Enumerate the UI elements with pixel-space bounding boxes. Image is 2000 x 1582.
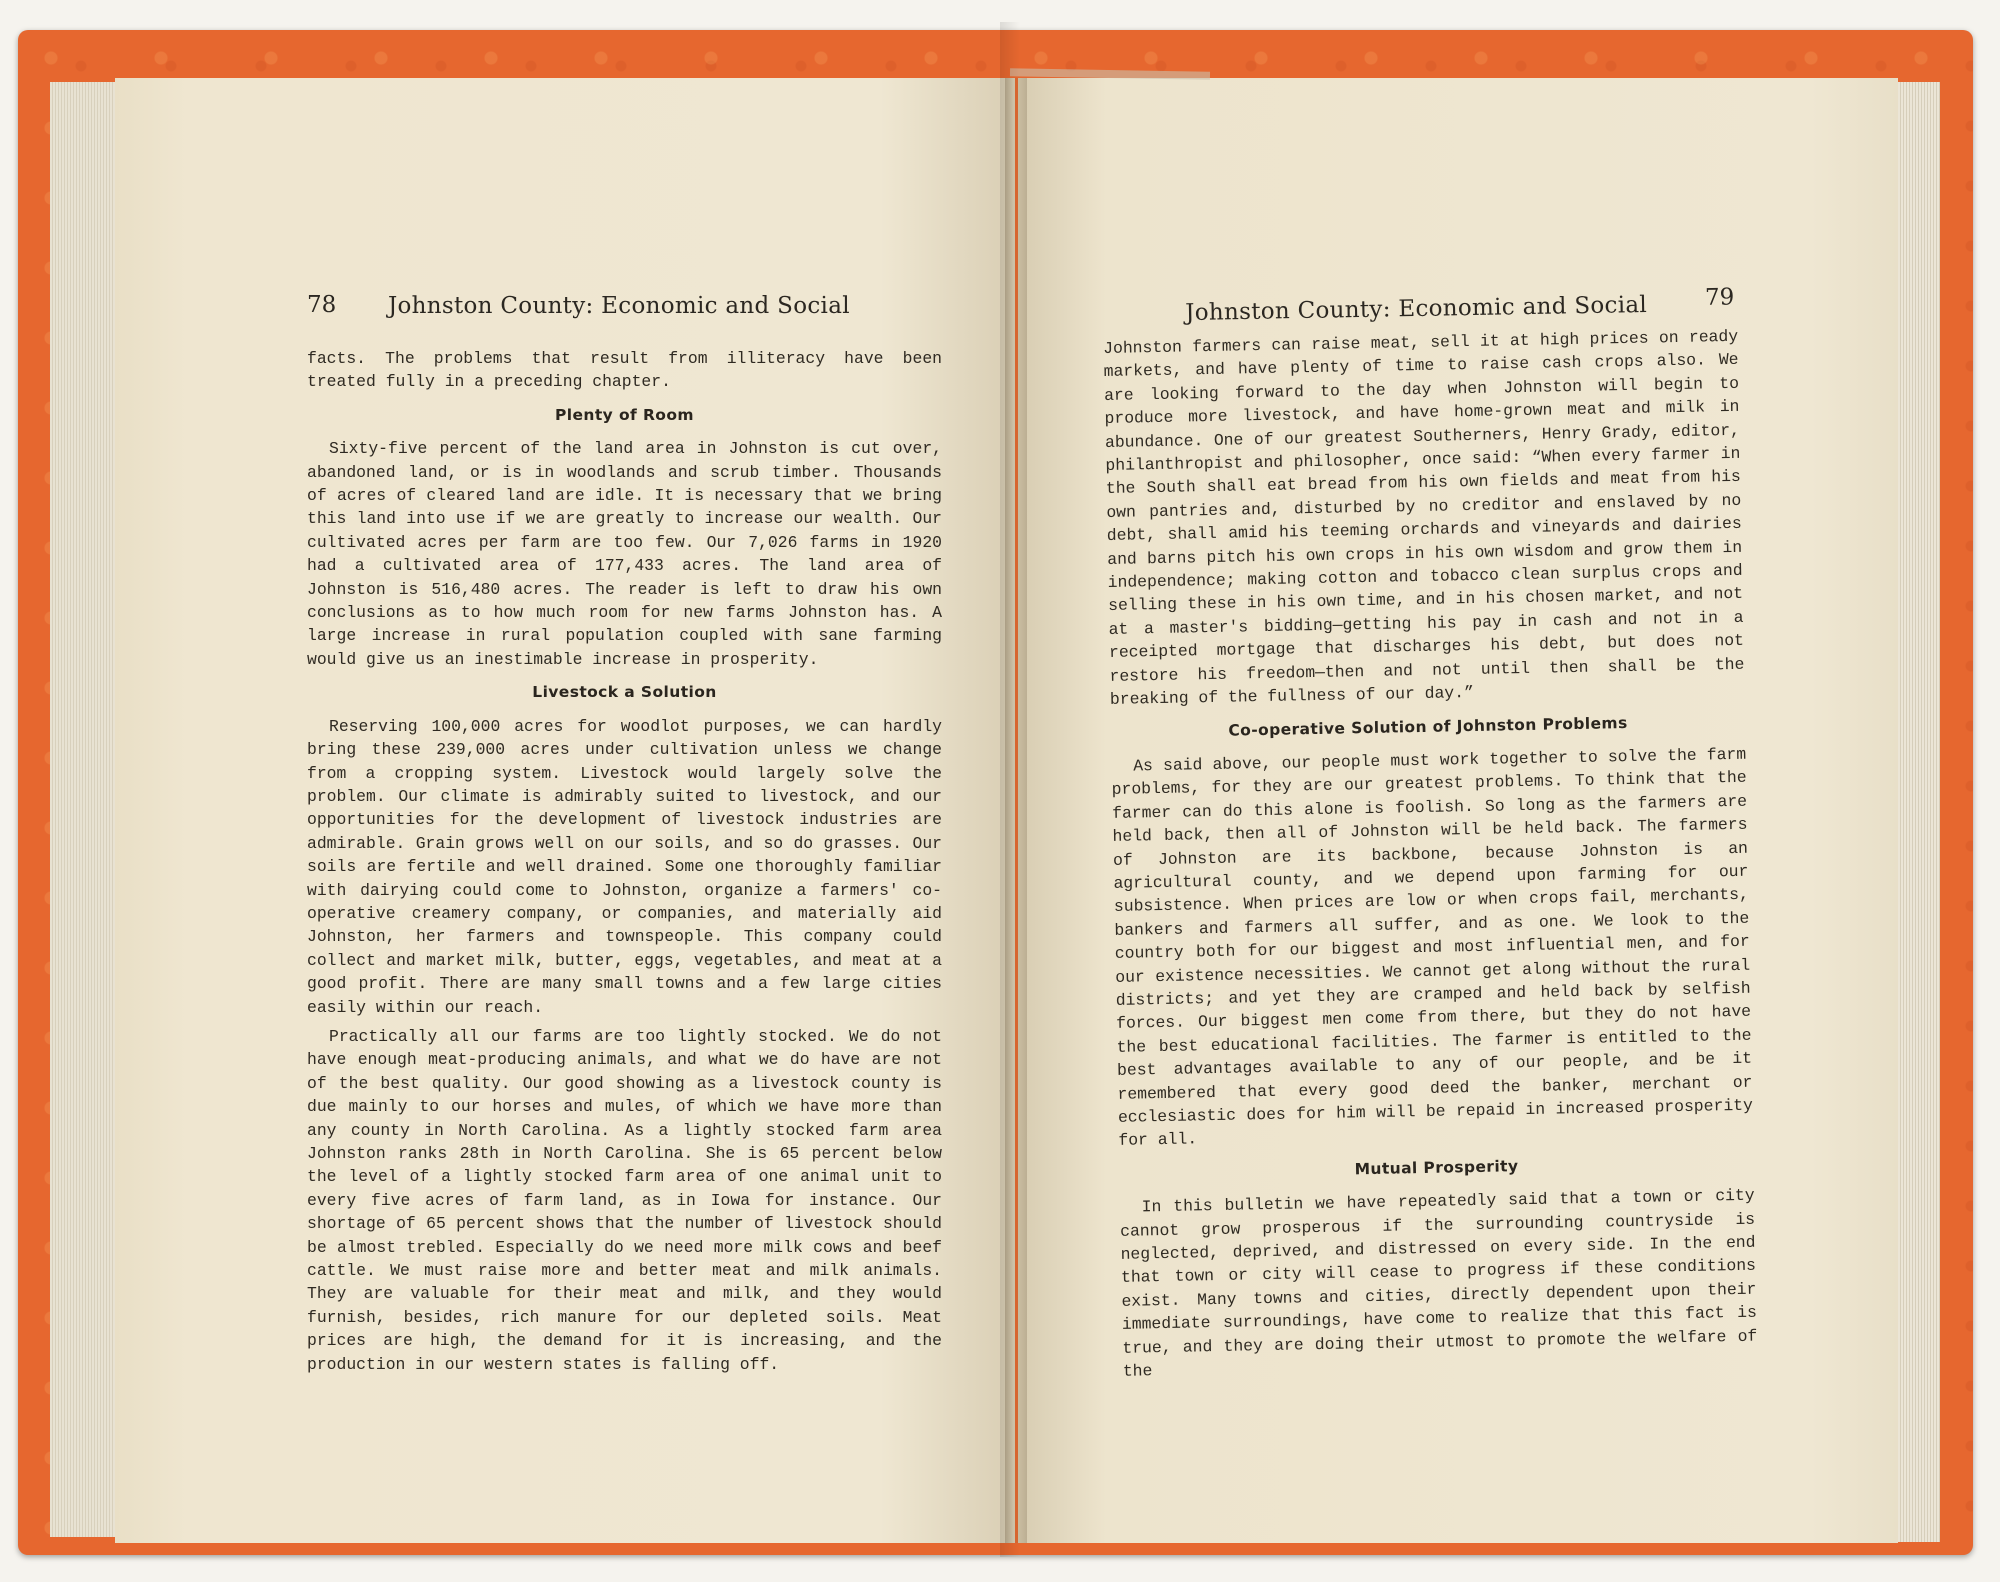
right-opening-paragraph: Johnston farmers can raise meat, sell it at high prices on ready markets, and have plenty of time to raise cash crops also. We are looking forward to the day when Johnston will begin to produce more livestock, and have home-grown meat and milk in abundance. One of our greatest Southerners, Henry Grady, editor, philanthropist and philosopher, once said: “When every farmer in the South shall eat bread from his own fields and meat from his own pantries and, disturbed by no creditor and enslaved by no debt, shall amid his teeming orchards and vineyards and dairies and barns pitch his own crops in his own wisdom and grow them in independence; making cotton and tobacco clean surplus crops and selling these in his own time, and in his chosen market, and not at a master's bidding—getting his pay in cash and not in a receipted mortgage that discharges his debt, but does not restore his freedom—then and not until then shall be the breaking of the fullness of our day.” [1103, 326, 1745, 710]
left-running-head: Johnston County: Economic and Social [388, 293, 850, 319]
section-heading-cooperative: Co-operative Solution of Johnston Problems [1228, 713, 1628, 740]
plenty-of-room-paragraph: Sixty-five percent of the land area in Johnston is cut over, abandoned land, or is in woodlands and scrub timber. Thousands of acres of cleared land are idle. It is necessary that we bring this land into use if we are greatly to increase our wealth. Our cultivated acres per farm are too few. Our 7,026 farms in 1920 had a cultivated area of 177,433 acres. The land area of Johnston is 516,480 acres. The reader is left to draw his own conclusions as to how much room for new farms Johnston has. A large increase in rural population coupled with sane farming would give us an inestimable increase in prosperity. [307, 439, 942, 669]
right-running-head: Johnston County: Economic and Social [1185, 291, 1648, 326]
section-heading-mutual-prosperity: Mutual Prosperity [1354, 1156, 1519, 1179]
right-page-number: 79 [1704, 284, 1735, 311]
left-page-body [307, 347, 942, 1376]
spine-shadow [1000, 22, 1020, 1557]
left-opening-paragraph: facts. The problems that result from illiteracy have been treated fully in a preceding chapter. [307, 349, 942, 392]
mutual-prosperity-paragraph: In this bulletin we have repeatedly said that a town or city cannot grow prosperous if the surrounding countryside is neglected, deprived, and distressed on every side. In the end that town or city will cease to progress if these conditions exist. Many towns and cities, directly dependent upon their immediate surroundings, have come to realize that this fact is true, and they are doing their utmost to promote the welfare of the [1119, 1185, 1758, 1381]
section-heading-livestock: Livestock a Solution [532, 683, 717, 702]
livestock-paragraph-2: Practically all our farms are too lightly stocked. We do not have enough meat-producing animals, and what we do have are not of the best quality. Our good showing as a livestock county is due mainly to our horses and mules, of which we have more than any county in North Carolina. As a lightly stocked farm area Johnston ranks 28th in North Carolina. She is 65 percent below the level of a lightly stocked farm area of one animal unit to every five acres of farm land, as in Iowa for instance. Our shortage of 65 percent shows that the number of livestock should be almost trebled. Especially do we need more milk cows and beef cattle. We must raise more and better meat and milk animals. They are valuable for their meat and milk, and they would furnish, besides, rich manure for our depleted soils. Meat prices are high, the demand for it is increasing, and the production in our western states is falling off. [307, 1026, 942, 1374]
left-page-number: 78 [307, 292, 337, 318]
right-page-body [1103, 325, 1758, 1383]
section-heading-plenty-of-room: Plenty of Room [555, 405, 694, 424]
cooperative-paragraph: As said above, our people must work together to solve the farm problems, for they are our greatest problems. To think that the farmer can do this alone is foolish. So long as the farmers are held back, then all of Johnston will be held back. The farmers of Johnston are its backbone, because Johnston is an agricultural county, and we depend upon farming for our subsistence. When prices are low or when crops fail, merchants, bankers and farmers all suffer, and as one. We look to the country both for our biggest and most influential men, and for our existence necessities. We cannot get along without the rural districts; and yet they are cramped and held back by selfish forces. Our biggest men come from there, but they do not have the best educational facilities. The farmer is entitled to the best advantages available to any of our people, and be it remembered that every good deed the banker, merchant or ecclesiastic does for him will be repaid in increased prosperity for all. [1111, 744, 1754, 1151]
livestock-paragraph-1: Reserving 100,000 acres for woodlot purposes, we can hardly bring these 239,000 acres under cultivation unless we change from a cropping system. Livestock would largely solve the problem. Our climate is admirably suited to livestock, and our opportunities for the development of livestock industries are admirable. Grain grows well on our soils, and so do grasses. Our soils are fertile and well drained. Some one thoroughly familiar with dairying could come to Johnston, organize a farmers' co-operative creamery company, or companies, and materially aid Johnston, her farmers and townspeople. This company could collect and market milk, butter, eggs, vegetables, and meat at a good profit. There are many small towns and a few large cities easily within our reach. [307, 716, 942, 1017]
